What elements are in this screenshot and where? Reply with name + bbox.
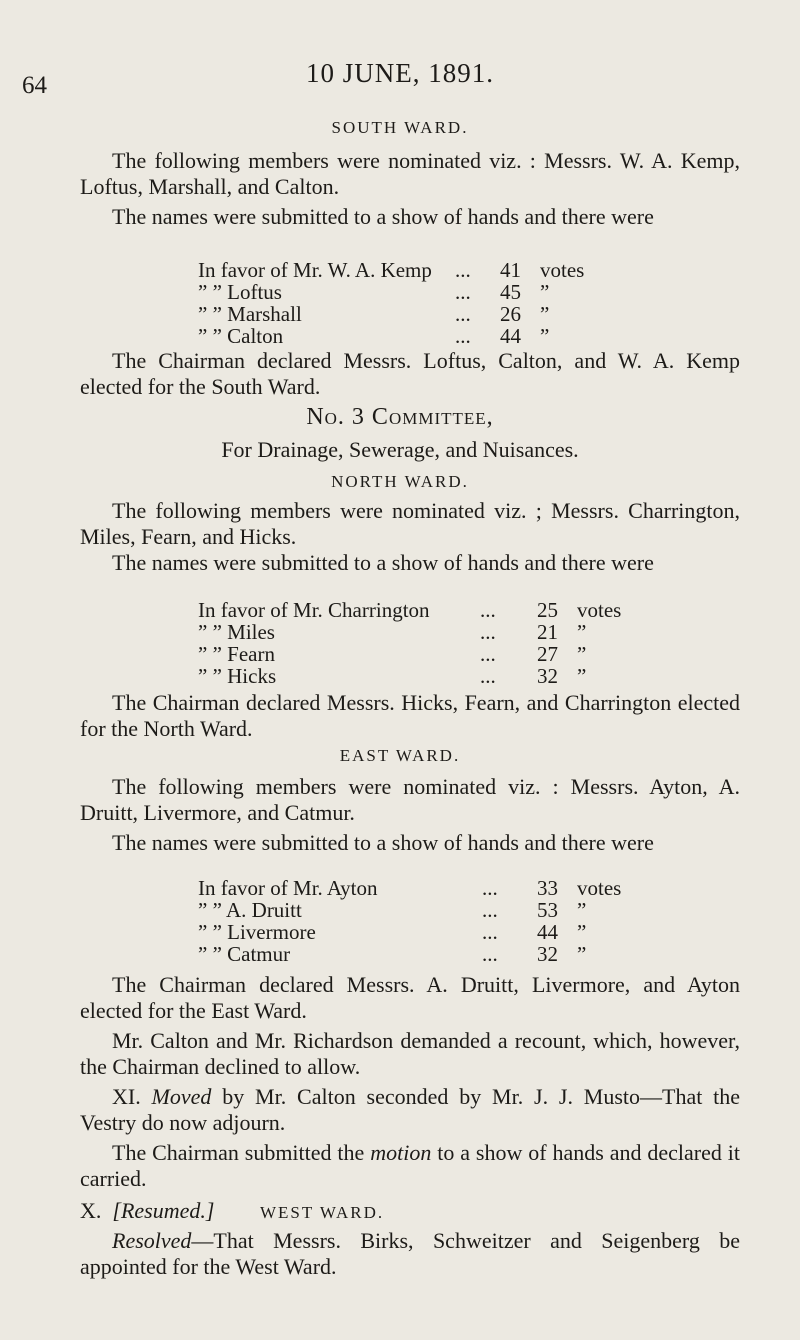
vote-row [0, 598, 800, 622]
south-result-paragraph: The Chairman declared Messrs. Loftus, Calton, and W. A. Kemp elected for the South Ward. [80, 348, 740, 399]
vote-unit: ” [540, 302, 550, 326]
vote-count: 32 [537, 664, 558, 688]
item-xi-carried-paragraph: The Chairman submitted the motion to a show of hands and declared it carried. [80, 1140, 741, 1191]
vote-unit: votes [577, 876, 622, 900]
vote-candidate-label: ” ” Loftus [198, 280, 282, 304]
committee-subheading: For Drainage, Sewerage, and Nuisances. [221, 437, 579, 462]
vote-row [0, 642, 800, 666]
vote-leader-dots: ... [482, 898, 498, 922]
vote-leader-dots: ... [455, 280, 471, 304]
vote-leader-dots: ... [455, 302, 471, 326]
committee-heading: No. 3 Committee, [306, 404, 494, 430]
vote-unit: votes [577, 598, 622, 622]
item-x-resolution-paragraph: Resolved—That Messrs. Birks, Schweitzer and Seigenberg be appointed for the West Ward. [80, 1228, 740, 1279]
vote-row [0, 920, 800, 944]
vote-leader-dots: ... [482, 942, 498, 966]
east-ward-heading: EAST WARD. [339, 746, 461, 765]
vote-row [0, 876, 800, 900]
vote-candidate-label: In favor of Mr. W. A. Kemp [198, 258, 432, 282]
vote-candidate-label: In favor of Mr. Charrington [198, 598, 430, 622]
vote-leader-dots: ... [480, 664, 496, 688]
page-number: 64 [22, 72, 47, 99]
vote-count: 33 [537, 876, 558, 900]
south-show-of-hands-paragraph: The names were submitted to a show of hands and there were [112, 204, 654, 229]
vote-row [0, 620, 800, 644]
vote-candidate-label: ” ” Marshall [198, 302, 302, 326]
vote-unit: ” [577, 920, 587, 944]
east-nomination-paragraph: The following members were nominated viz. : Messrs. Ayton, A. Druitt, Livermore, and Catmur. [80, 774, 740, 825]
vote-leader-dots: ... [480, 598, 496, 622]
vote-count: 32 [537, 942, 558, 966]
vote-row [0, 898, 800, 922]
vote-leader-dots: ... [482, 876, 498, 900]
north-nomination-paragraph: The following members were nominated viz. ; Messrs. Charrington, Miles, Fearn, and Hicks. [80, 498, 740, 549]
resumed-note: [Resumed.] [112, 1198, 215, 1223]
vote-count: 21 [537, 620, 558, 644]
item-xi-paragraph: XI. Moved by Mr. Calton seconded by Mr. J. J. Musto—That the Vestry do now adjourn. [80, 1084, 741, 1135]
south-nomination-paragraph: The following members were nominated viz. : Messrs. W. A. Kemp, Loftus, Marshall, and Calton. [80, 148, 740, 199]
vote-row [0, 280, 800, 304]
south-ward-heading: SOUTH WARD. [331, 118, 469, 137]
vote-leader-dots: ... [455, 258, 471, 282]
vote-leader-dots: ... [482, 920, 498, 944]
vote-unit: ” [577, 620, 587, 644]
vote-candidate-label: ” ” Fearn [198, 642, 275, 666]
vote-count: 27 [537, 642, 558, 666]
vote-unit: ” [577, 898, 587, 922]
east-show-of-hands-paragraph: The names were submitted to a show of hands and there were [112, 830, 654, 855]
vote-unit: ” [540, 280, 550, 304]
vote-count: 41 [500, 258, 521, 282]
motion-word: motion [370, 1140, 432, 1165]
vote-row [0, 664, 800, 688]
vote-row [0, 324, 800, 348]
vote-candidate-label: ” ” A. Druitt [198, 898, 302, 922]
vote-candidate-label: In favor of Mr. Ayton [198, 876, 378, 900]
north-show-of-hands-paragraph: The names were submitted to a show of hands and there were [112, 550, 654, 575]
item-xi-number: XI. [112, 1084, 141, 1109]
vote-row [0, 942, 800, 966]
vote-unit: ” [577, 642, 587, 666]
vote-count: 44 [537, 920, 558, 944]
vote-candidate-label: ” ” Livermore [198, 920, 316, 944]
vote-count: 25 [537, 598, 558, 622]
item-x-number: X. [80, 1198, 102, 1223]
east-recount-paragraph: Mr. Calton and Mr. Richardson demanded a recount, which, however, the Chairman declined to allow. [80, 1028, 740, 1079]
page-header-date: 10 JUNE, 1891. [306, 58, 494, 88]
vote-unit: ” [577, 942, 587, 966]
resolved-word: Resolved [112, 1228, 192, 1253]
vote-candidate-label: ” ” Miles [198, 620, 275, 644]
vote-count: 44 [500, 324, 521, 348]
vote-unit: ” [577, 664, 587, 688]
north-result-paragraph: The Chairman declared Messrs. Hicks, Fearn, and Charrington elected for the North Ward. [80, 690, 740, 741]
vote-count: 26 [500, 302, 521, 326]
vote-row [0, 258, 800, 282]
north-ward-heading: NORTH WARD. [331, 472, 469, 491]
vote-leader-dots: ... [480, 642, 496, 666]
vote-unit: ” [540, 324, 550, 348]
vote-candidate-label: ” ” Hicks [198, 664, 277, 688]
east-result-paragraph: The Chairman declared Messrs. A. Druitt, Livermore, and Ayton elected for the East Ward. [80, 972, 740, 1023]
west-ward-heading: WEST WARD. [259, 1203, 385, 1222]
vote-unit: votes [540, 258, 585, 282]
vote-candidate-label: ” ” Calton [198, 324, 284, 348]
vote-candidate-label: ” ” Catmur [198, 942, 291, 966]
vote-leader-dots: ... [480, 620, 496, 644]
vote-count: 53 [537, 898, 558, 922]
item-x-heading-line [80, 1198, 740, 1224]
vote-row [0, 302, 800, 326]
vote-count: 45 [500, 280, 521, 304]
vote-leader-dots: ... [455, 324, 471, 348]
item-xi-moved: Moved [151, 1084, 212, 1109]
